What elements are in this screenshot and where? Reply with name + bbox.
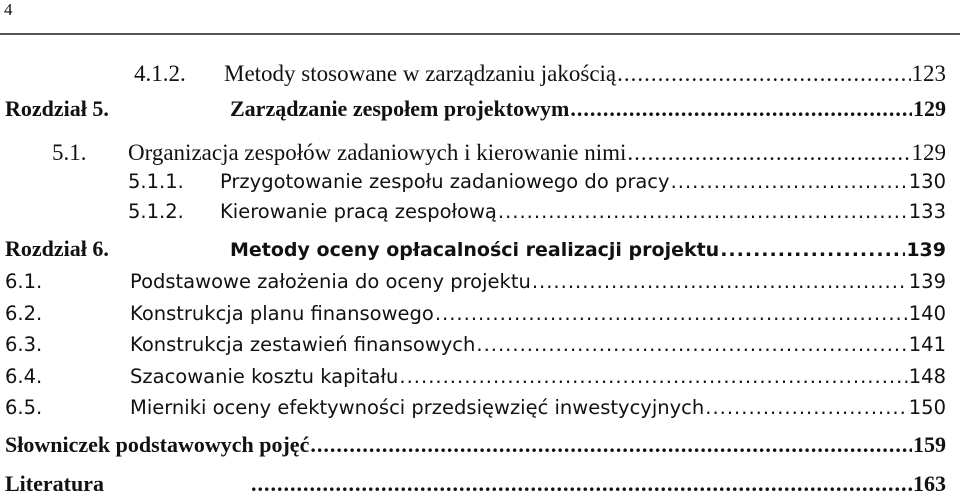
toc-entry-page: 123 bbox=[911, 61, 946, 86]
toc-entry-number: 6.5. bbox=[5, 396, 43, 419]
toc-entry-number: 6.3. bbox=[5, 333, 43, 356]
toc-entry-5-1-1[interactable] bbox=[128, 172, 946, 192]
toc-entry-6-4[interactable] bbox=[5, 367, 946, 387]
dot-leader bbox=[310, 434, 912, 456]
toc-entry-number: 4.1.2. bbox=[134, 61, 186, 86]
toc-entry-title: Konstrukcja planu finansowego bbox=[130, 302, 434, 325]
toc-entry-page: 148 bbox=[908, 365, 946, 388]
dot-leader bbox=[617, 62, 910, 85]
dot-leader bbox=[720, 241, 905, 260]
toc-entry-title: Kierowanie pracą zespołową bbox=[220, 200, 497, 223]
toc-entry-title: Organizacja zespołów zadaniowych i kierowanie nimi bbox=[128, 140, 627, 165]
toc-entry-number: 5.1.2. bbox=[128, 200, 184, 223]
toc-entry-page: 141 bbox=[908, 333, 946, 356]
toc-entry-number: Rozdział 6. bbox=[5, 236, 109, 261]
toc-entry-page: 163 bbox=[913, 471, 946, 496]
dot-leader bbox=[498, 202, 908, 222]
toc-entry-page: 129 bbox=[913, 96, 946, 121]
toc-entry-title: Konstrukcja zestawień finansowych bbox=[130, 333, 476, 356]
dot-leader bbox=[705, 398, 908, 418]
toc-entry-6-2[interactable] bbox=[5, 304, 946, 324]
toc-entry-number: 6.2. bbox=[5, 302, 43, 325]
toc-entry-5-1[interactable] bbox=[52, 141, 946, 164]
toc-entry-page: 130 bbox=[908, 170, 946, 193]
toc-entry-6-1[interactable] bbox=[5, 272, 946, 292]
toc-entry-6-3[interactable] bbox=[5, 335, 946, 355]
dot-leader bbox=[671, 172, 908, 192]
dot-leader bbox=[570, 98, 912, 120]
page-number: 4 bbox=[4, 0, 13, 19]
toc-entry-page: 159 bbox=[913, 432, 946, 457]
toc-entry-6-5[interactable] bbox=[5, 398, 946, 418]
toc-entry-number: 6.1. bbox=[5, 270, 43, 293]
toc-entry-title: Zarządzanie zespołem projektowym bbox=[230, 96, 570, 121]
dot-leader bbox=[532, 272, 908, 292]
toc-entry-page: 139 bbox=[906, 239, 946, 261]
toc-entry-chapter-6[interactable] bbox=[5, 238, 946, 260]
toc-entry-number: 5.1. bbox=[52, 140, 87, 165]
toc-entry-title: Metody stosowane w zarządzaniu jakością bbox=[224, 61, 617, 86]
dot-leader bbox=[476, 335, 907, 355]
toc-entry-number: 6.4. bbox=[5, 365, 43, 388]
toc-entry-page: 150 bbox=[908, 396, 946, 419]
toc-entry-title: Słowniczek podstawowych pojęć bbox=[5, 432, 310, 457]
toc-entry-bibliography[interactable] bbox=[5, 473, 946, 495]
toc-entry-4-1-2[interactable] bbox=[134, 62, 946, 85]
toc-entry-page: 129 bbox=[911, 140, 946, 165]
toc-entry-title: Mierniki oceny efektywności przedsięwzięć inwestycyjnych bbox=[130, 396, 705, 419]
dot-leader bbox=[435, 304, 908, 324]
toc-entry-glossary[interactable] bbox=[5, 434, 946, 456]
toc-entry-title: Podstawowe założenia do oceny projektu bbox=[130, 270, 531, 293]
dot-leader bbox=[399, 367, 907, 387]
toc-entry-title: Metody oceny opłacalności realizacji projektu bbox=[230, 239, 720, 261]
toc-entry-title: Literatura bbox=[5, 471, 104, 496]
toc-entry-page: 139 bbox=[908, 270, 946, 293]
toc-entry-number: Rozdział 5. bbox=[5, 96, 109, 121]
dot-leader bbox=[251, 473, 912, 495]
toc-entry-title: Przygotowanie zespołu zadaniowego do pracy bbox=[220, 170, 670, 193]
dot-leader bbox=[627, 141, 910, 164]
toc-entry-page: 140 bbox=[908, 302, 946, 325]
toc-entry-page: 133 bbox=[908, 200, 946, 223]
toc-entry-number: 5.1.1. bbox=[128, 170, 184, 193]
toc-entry-title: Szacowanie kosztu kapitału bbox=[130, 365, 399, 388]
toc-entry-5-1-2[interactable] bbox=[128, 202, 946, 222]
toc-entry-chapter-5[interactable] bbox=[5, 98, 946, 120]
